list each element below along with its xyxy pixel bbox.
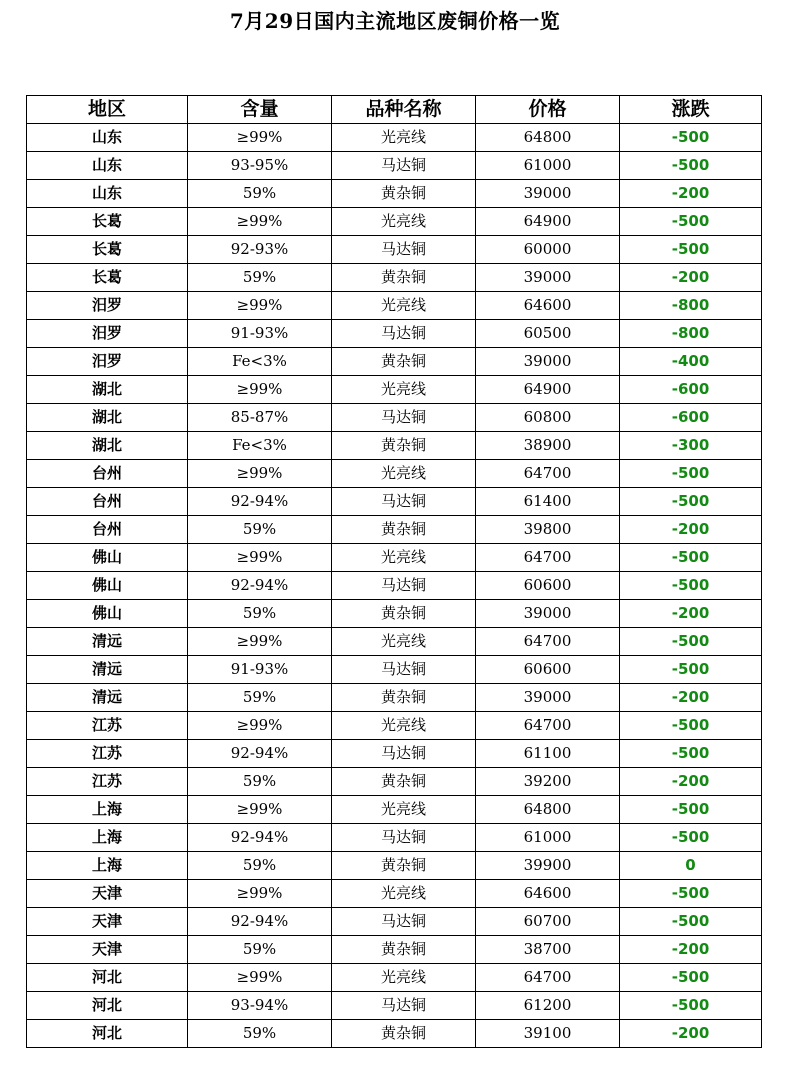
cell-grade: 92-94% [188, 488, 332, 516]
cell-region: 长葛 [27, 236, 188, 264]
cell-change: -500 [620, 544, 762, 572]
cell-change: -200 [620, 936, 762, 964]
cell-variety: 光亮线 [332, 124, 476, 152]
cell-grade: 92-94% [188, 572, 332, 600]
table-row [27, 292, 762, 320]
cell-grade: ≥99% [188, 880, 332, 908]
cell-grade: 92-94% [188, 740, 332, 768]
cell-region: 清远 [27, 684, 188, 712]
table-row [27, 460, 762, 488]
cell-price: 64700 [476, 544, 620, 572]
cell-price: 61400 [476, 488, 620, 516]
cell-grade: 59% [188, 516, 332, 544]
cell-price: 60600 [476, 572, 620, 600]
cell-change: -200 [620, 768, 762, 796]
cell-variety: 光亮线 [332, 376, 476, 404]
table-row [27, 964, 762, 992]
cell-change: -200 [620, 516, 762, 544]
cell-change: -200 [620, 264, 762, 292]
cell-variety: 马达铜 [332, 152, 476, 180]
cell-region: 河北 [27, 992, 188, 1020]
table-row [27, 824, 762, 852]
cell-price: 39800 [476, 516, 620, 544]
cell-region: 清远 [27, 656, 188, 684]
cell-grade: ≥99% [188, 460, 332, 488]
cell-variety: 黄杂铜 [332, 432, 476, 460]
cell-grade: ≥99% [188, 712, 332, 740]
table-row [27, 740, 762, 768]
cell-change: -500 [620, 992, 762, 1020]
cell-change: -200 [620, 684, 762, 712]
cell-variety: 光亮线 [332, 796, 476, 824]
cell-price: 61200 [476, 992, 620, 1020]
cell-region: 天津 [27, 936, 188, 964]
cell-variety: 光亮线 [332, 460, 476, 488]
cell-region: 江苏 [27, 740, 188, 768]
cell-grade: ≥99% [188, 628, 332, 656]
cell-price: 64900 [476, 376, 620, 404]
cell-region: 湖北 [27, 376, 188, 404]
cell-region: 清远 [27, 628, 188, 656]
table-row [27, 152, 762, 180]
cell-grade: 59% [188, 852, 332, 880]
cell-price: 39000 [476, 600, 620, 628]
cell-price: 39000 [476, 264, 620, 292]
cell-price: 64800 [476, 124, 620, 152]
cell-price: 38900 [476, 432, 620, 460]
table-row [27, 796, 762, 824]
cell-change: -500 [620, 208, 762, 236]
cell-grade: 93-95% [188, 152, 332, 180]
cell-variety: 黄杂铜 [332, 768, 476, 796]
cell-grade: ≥99% [188, 376, 332, 404]
cell-region: 上海 [27, 796, 188, 824]
header-variety: 品种名称 [332, 96, 476, 124]
cell-change: -500 [620, 824, 762, 852]
table-row [27, 488, 762, 516]
table-row [27, 656, 762, 684]
cell-variety: 马达铜 [332, 236, 476, 264]
cell-grade: 85-87% [188, 404, 332, 432]
cell-grade: ≥99% [188, 544, 332, 572]
cell-variety: 黄杂铜 [332, 852, 476, 880]
cell-region: 天津 [27, 880, 188, 908]
cell-variety: 黄杂铜 [332, 936, 476, 964]
table-row [27, 432, 762, 460]
cell-region: 台州 [27, 516, 188, 544]
cell-price: 39100 [476, 1020, 620, 1048]
cell-grade: 92-93% [188, 236, 332, 264]
cell-grade: 59% [188, 264, 332, 292]
cell-change: -200 [620, 600, 762, 628]
cell-region: 江苏 [27, 712, 188, 740]
table-body [27, 124, 762, 1048]
cell-change: -500 [620, 740, 762, 768]
cell-region: 佛山 [27, 572, 188, 600]
cell-variety: 光亮线 [332, 712, 476, 740]
cell-change: -500 [620, 908, 762, 936]
cell-grade: 91-93% [188, 320, 332, 348]
table-row [27, 684, 762, 712]
header-price: 价格 [476, 96, 620, 124]
cell-change: -500 [620, 152, 762, 180]
cell-region: 汨罗 [27, 292, 188, 320]
cell-grade: 93-94% [188, 992, 332, 1020]
cell-variety: 马达铜 [332, 740, 476, 768]
cell-price: 64700 [476, 628, 620, 656]
cell-price: 64700 [476, 712, 620, 740]
table-row [27, 236, 762, 264]
cell-region: 汨罗 [27, 320, 188, 348]
cell-variety: 马达铜 [332, 992, 476, 1020]
cell-variety: 光亮线 [332, 544, 476, 572]
cell-change: -500 [620, 488, 762, 516]
cell-grade: ≥99% [188, 796, 332, 824]
cell-grade: ≥99% [188, 292, 332, 320]
cell-change: -500 [620, 628, 762, 656]
cell-change: -600 [620, 376, 762, 404]
cell-region: 河北 [27, 964, 188, 992]
cell-grade: 92-94% [188, 908, 332, 936]
cell-price: 60700 [476, 908, 620, 936]
cell-region: 山东 [27, 124, 188, 152]
cell-region: 佛山 [27, 600, 188, 628]
cell-grade: 59% [188, 180, 332, 208]
cell-grade: ≥99% [188, 964, 332, 992]
header-row [27, 96, 762, 124]
cell-change: -500 [620, 656, 762, 684]
cell-grade: 59% [188, 600, 332, 628]
cell-variety: 马达铜 [332, 488, 476, 516]
table-row [27, 880, 762, 908]
cell-region: 佛山 [27, 544, 188, 572]
table-row [27, 264, 762, 292]
cell-price: 64600 [476, 292, 620, 320]
cell-change: -500 [620, 712, 762, 740]
cell-change: -200 [620, 180, 762, 208]
cell-price: 61000 [476, 152, 620, 180]
table-row [27, 320, 762, 348]
cell-variety: 马达铜 [332, 404, 476, 432]
cell-change: 0 [620, 852, 762, 880]
cell-variety: 光亮线 [332, 208, 476, 236]
table-row [27, 936, 762, 964]
cell-price: 60600 [476, 656, 620, 684]
cell-grade: Fe<3% [188, 432, 332, 460]
cell-price: 39000 [476, 180, 620, 208]
table-row [27, 348, 762, 376]
cell-price: 60000 [476, 236, 620, 264]
header-grade: 含量 [188, 96, 332, 124]
cell-change: -500 [620, 796, 762, 824]
cell-grade: 59% [188, 768, 332, 796]
cell-variety: 黄杂铜 [332, 264, 476, 292]
cell-price: 64700 [476, 964, 620, 992]
cell-variety: 光亮线 [332, 964, 476, 992]
cell-variety: 马达铜 [332, 908, 476, 936]
cell-price: 39900 [476, 852, 620, 880]
cell-region: 长葛 [27, 208, 188, 236]
cell-variety: 马达铜 [332, 656, 476, 684]
cell-variety: 光亮线 [332, 880, 476, 908]
cell-change: -800 [620, 292, 762, 320]
cell-price: 60500 [476, 320, 620, 348]
cell-grade: Fe<3% [188, 348, 332, 376]
cell-region: 台州 [27, 460, 188, 488]
table-row [27, 572, 762, 600]
table-row [27, 516, 762, 544]
table-row [27, 180, 762, 208]
cell-region: 江苏 [27, 768, 188, 796]
cell-grade: ≥99% [188, 208, 332, 236]
cell-change: -600 [620, 404, 762, 432]
cell-variety: 马达铜 [332, 320, 476, 348]
cell-variety: 黄杂铜 [332, 684, 476, 712]
cell-change: -800 [620, 320, 762, 348]
cell-price: 61000 [476, 824, 620, 852]
cell-region: 山东 [27, 152, 188, 180]
cell-price: 39000 [476, 348, 620, 376]
cell-region: 湖北 [27, 432, 188, 460]
cell-variety: 光亮线 [332, 292, 476, 320]
cell-price: 39000 [476, 684, 620, 712]
cell-region: 汨罗 [27, 348, 188, 376]
cell-variety: 黄杂铜 [332, 516, 476, 544]
cell-change: -400 [620, 348, 762, 376]
cell-grade: 59% [188, 684, 332, 712]
table-row [27, 992, 762, 1020]
cell-price: 64700 [476, 460, 620, 488]
cell-region: 上海 [27, 852, 188, 880]
page-title: 7月29日国内主流地区废铜价格一览 [229, 9, 561, 33]
cell-price: 64600 [476, 880, 620, 908]
table-row [27, 600, 762, 628]
cell-grade: 59% [188, 1020, 332, 1048]
cell-region: 湖北 [27, 404, 188, 432]
cell-grade: 91-93% [188, 656, 332, 684]
cell-grade: ≥99% [188, 124, 332, 152]
table-row [27, 208, 762, 236]
cell-price: 61100 [476, 740, 620, 768]
table-row [27, 404, 762, 432]
cell-change: -500 [620, 124, 762, 152]
cell-region: 山东 [27, 180, 188, 208]
table-row [27, 376, 762, 404]
cell-variety: 黄杂铜 [332, 180, 476, 208]
cell-change: -500 [620, 572, 762, 600]
cell-variety: 黄杂铜 [332, 348, 476, 376]
cell-price: 60800 [476, 404, 620, 432]
cell-region: 长葛 [27, 264, 188, 292]
header-change: 涨跌 [620, 96, 762, 124]
cell-variety: 黄杂铜 [332, 1020, 476, 1048]
cell-variety: 马达铜 [332, 572, 476, 600]
cell-variety: 光亮线 [332, 628, 476, 656]
cell-price: 39200 [476, 768, 620, 796]
table-row [27, 852, 762, 880]
table-row [27, 712, 762, 740]
cell-price: 64900 [476, 208, 620, 236]
cell-region: 天津 [27, 908, 188, 936]
cell-price: 64800 [476, 796, 620, 824]
cell-variety: 黄杂铜 [332, 600, 476, 628]
cell-change: -500 [620, 236, 762, 264]
cell-change: -200 [620, 1020, 762, 1048]
cell-change: -500 [620, 964, 762, 992]
cell-region: 台州 [27, 488, 188, 516]
header-region: 地区 [27, 96, 188, 124]
cell-grade: 92-94% [188, 824, 332, 852]
price-table [26, 95, 762, 1048]
cell-region: 上海 [27, 824, 188, 852]
cell-grade: 59% [188, 936, 332, 964]
table-row [27, 544, 762, 572]
cell-variety: 马达铜 [332, 824, 476, 852]
table-row [27, 124, 762, 152]
cell-region: 河北 [27, 1020, 188, 1048]
cell-change: -500 [620, 460, 762, 488]
table-row [27, 908, 762, 936]
cell-change: -300 [620, 432, 762, 460]
cell-price: 38700 [476, 936, 620, 964]
table-row [27, 1020, 762, 1048]
cell-change: -500 [620, 880, 762, 908]
table-row [27, 628, 762, 656]
table-row [27, 768, 762, 796]
